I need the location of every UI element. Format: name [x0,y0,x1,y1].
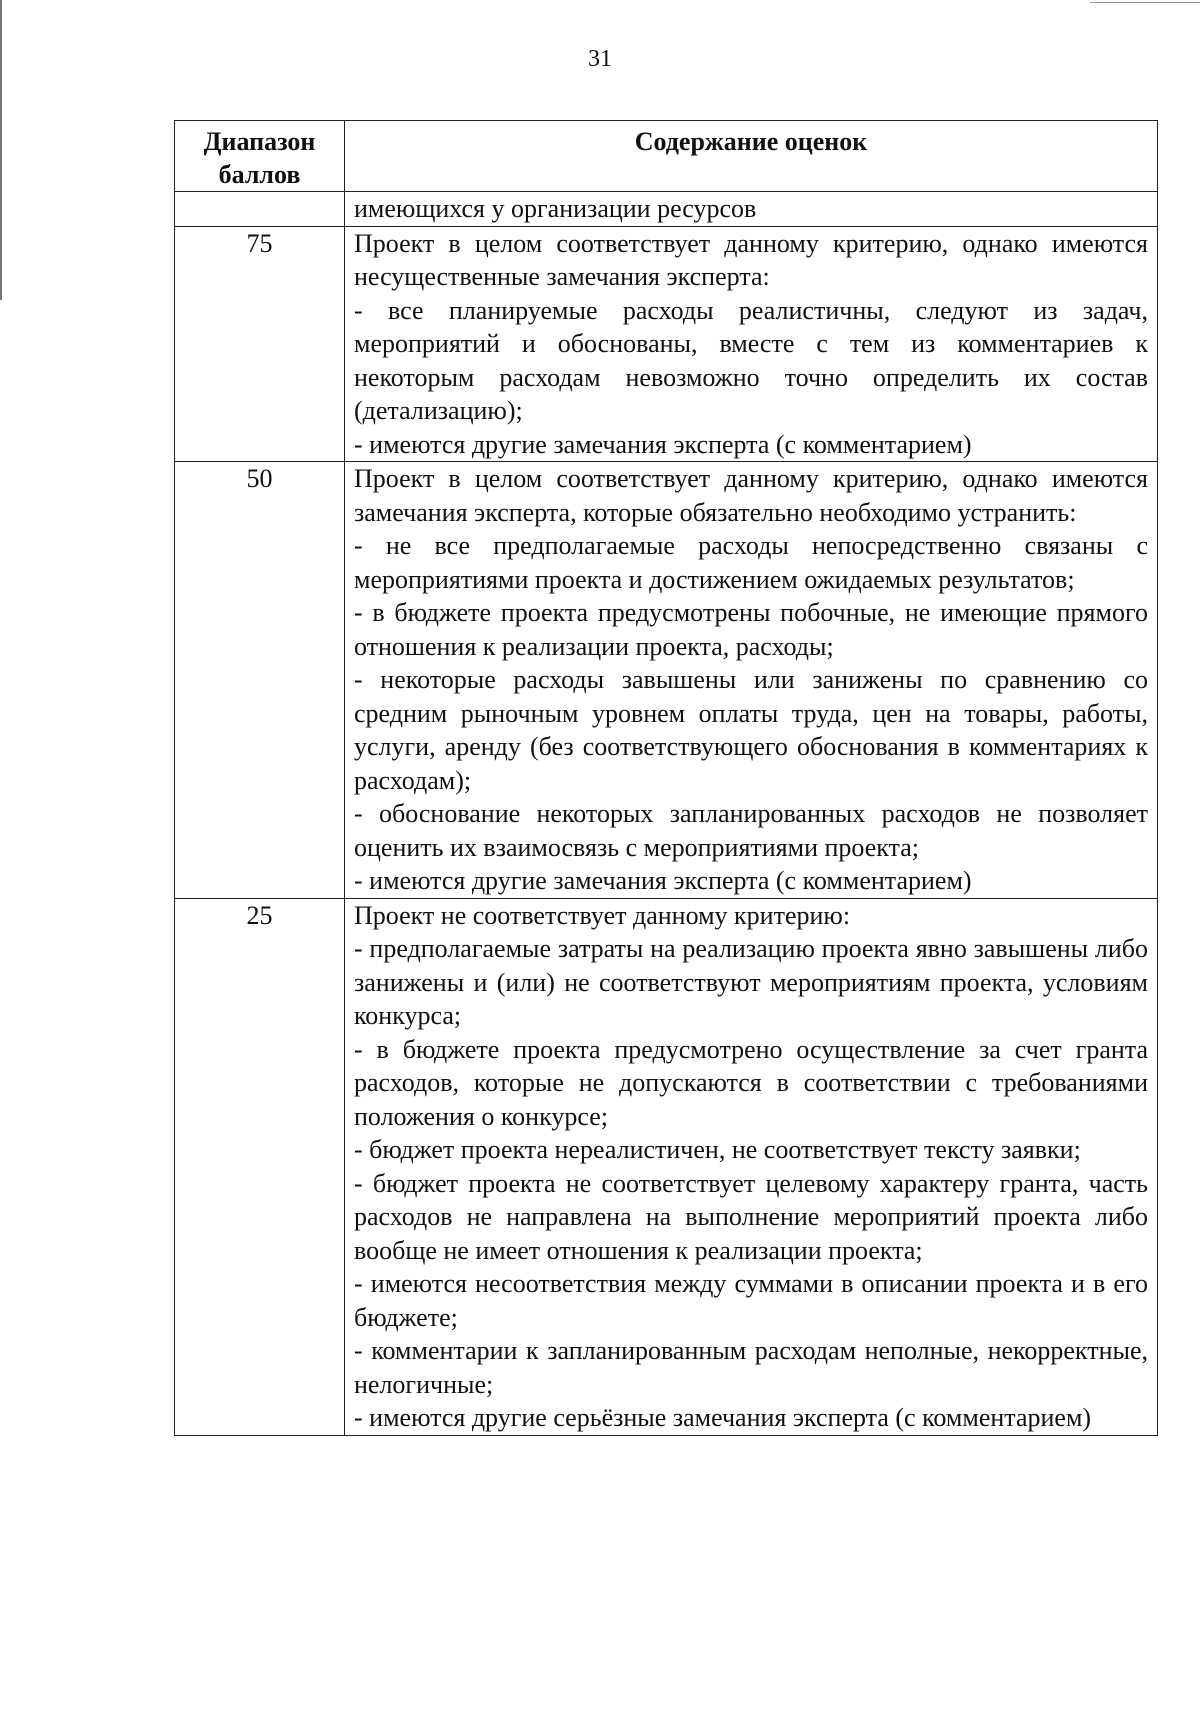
content-line: Проект в целом соответствует данному критерию, однако имеются несущественные замечания эксперта: [354,228,1148,291]
content-line: - не все предполагаемые расходы непосредственно связаны с мероприятиями проекта и достижением ожидаемых результатов; [354,531,1148,594]
content-line: - имеются другие замечания эксперта (с комментарием) [354,866,972,895]
continuation-row [175,192,1158,227]
content-line: - бюджет проекта не соответствует целевому характеру гранта, часть расходов не направлена на выполнение мероприятий проекта либо вообще не имеет отношения к реализации проекта; [354,1168,1148,1265]
content-line: - комментарии к запланированным расходам неполные, некорректные, нелогичные; [354,1336,1148,1399]
content-line: - некоторые расходы завышены или занижены по сравнению со средним рыночным уровнем оплаты труда, цен на товары, работы, услуги, аренду (без соответствующего обоснования в комментариях к расходам); [354,665,1148,795]
table-row [175,898,1158,1435]
content-line: - в бюджете проекта предусмотрены побочные, не имеющие прямого отношения к реализации проекта, расходы; [354,598,1148,661]
content-line: - обоснование некоторых запланированных расходов не позволяет оценить их взаимосвязь с мероприятиями проекта; [354,799,1148,862]
table-row [175,462,1158,899]
header-content: Содержание оценок [345,121,1158,192]
continuation-text: имеющихся у организации ресурсов [354,194,757,223]
header-range: Диапазон баллов [175,121,345,192]
scan-edge-top [1090,2,1200,3]
content-line: - имеются другие замечания эксперта (с комментарием) [354,429,972,459]
score-cell: 50 [175,462,345,899]
content-cell [345,898,1158,1435]
content-cell [345,226,1158,462]
table-row [175,226,1158,462]
content-line: - имеются несоответствия между суммами в описании проекта и в его бюджете; [354,1269,1148,1332]
content-cell [345,462,1158,899]
continuation-cell [345,192,1158,227]
content-line: - в бюджете проекта предусмотрено осуществление за счет гранта расходов, которые не допускаются в соответствии с требованиями положения о конкурсе; [354,1034,1148,1131]
content-line: - все планируемые расходы реалистичны, следуют из задач, мероприятий и обоснованы, вместе с тем из комментариев к некоторым расходам невозможно точно определить их состав (детализацию); [354,295,1148,425]
content-line: - предполагаемые затраты на реализацию проекта явно завышены либо занижены и (или) не соответствуют мероприятиям проекта, условиям конкурса; [354,934,1148,1030]
page-number: 31 [588,46,612,72]
score-cell: 25 [175,898,345,1435]
content-line: - имеются другие серьёзные замечания эксперта (с комментарием) [354,1403,1092,1432]
score-cell: 75 [175,226,345,462]
content-line: - бюджет проекта нереалистичен, не соответствует тексту заявки; [354,1135,1081,1164]
content-line: Проект в целом соответствует данному критерию, однако имеются замечания эксперта, которые обязательно необходимо устранить: [354,464,1148,527]
scan-edge-left [0,0,2,300]
content-line: Проект не соответствует данному критерию: [354,900,851,930]
table-header-row [175,121,1158,192]
scores-table [174,120,1158,1436]
continuation-range-cell [175,192,345,227]
